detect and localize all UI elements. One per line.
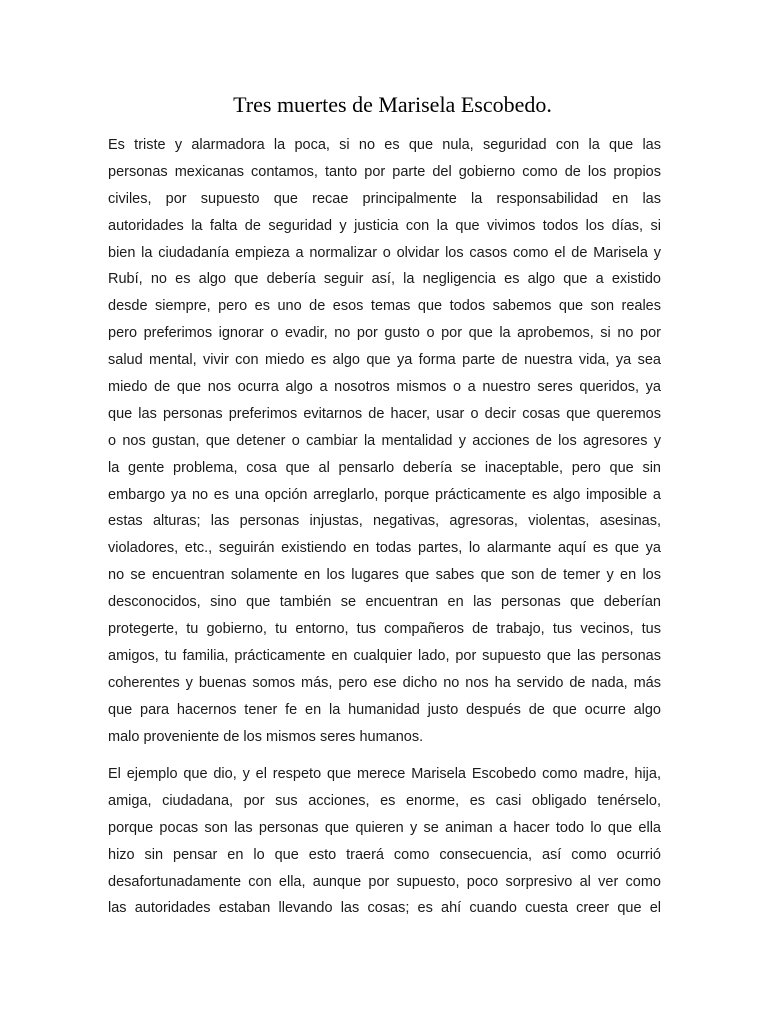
paragraph-line: miedo de que nos ocurra algo a nosotros mismos o a nuestro seres queridos, ya — [108, 379, 661, 396]
paragraph-line: El ejemplo que dio, y el respeto que merece Marisela Escobedo como madre, hija, — [108, 766, 661, 782]
paragraph-line: protegerte, tu gobierno, tu entorno, tus compañeros de trabajo, tus vecinos, tus — [108, 621, 661, 638]
paragraph-line: bien la ciudadanía empieza a normalizar o olvidar los casos como el de Marisela y — [108, 244, 661, 261]
paragraph-line: las autoridades estaban llevando las cosas; es ahí cuando cuesta creer que el — [108, 900, 661, 917]
paragraph-line: porque pocas son las personas que quieren y se animan a hacer todo lo que ella — [108, 819, 661, 836]
paragraph-line: la gente problema, cosa que al pensarlo debería se inaceptable, pero que sin — [108, 459, 661, 476]
paragraph-line: salud mental, vivir con miedo es algo que ya forma parte de nuestra vida, ya sea — [108, 352, 661, 369]
paragraph-line: coherentes y buenas somos más, pero ese dicho no nos ha servido de nada, más — [108, 674, 661, 691]
paragraph-line: desconocidos, sino que también se encuentran en las personas que deberían — [108, 594, 661, 611]
paragraph-line: Rubí, no es algo que debería seguir así, la negligencia es algo que a existido — [108, 271, 661, 288]
paragraph-line: que para hacernos tener fe en la humanidad justo después de que ocurre algo — [108, 701, 661, 718]
paragraph-line: autoridades la falta de seguridad y justicia con la que vivimos todos los días, si — [108, 217, 661, 234]
paragraph-1 — [108, 132, 661, 750]
paragraph-line: violadores, etc., seguirán existiendo en todas partes, lo alarmante aquí es que ya — [108, 540, 661, 557]
paragraph-line: embargo ya no es una opción arreglarlo, porque prácticamente es algo imposible a — [108, 486, 661, 503]
paragraph-line: Es triste y alarmadora la poca, si no es que nula, seguridad con la que las — [108, 137, 661, 153]
paragraph-line: desafortunadamente con ella, aunque por supuesto, poco sorpresivo al ver como — [108, 873, 661, 890]
paragraph-line: amigos, tu familia, prácticamente en cualquier lado, por supuesto que las personas — [108, 647, 661, 664]
paragraph-line: pero preferimos ignorar o evadir, no por gusto o por que la aprobemos, si no por — [108, 325, 661, 342]
paragraph-line: amiga, ciudadana, por sus acciones, es enorme, es casi obligado tenérselo, — [108, 792, 661, 809]
paragraph-line: no se encuentran solamente en los lugares que sabes que son de temer y en los — [108, 567, 661, 584]
paragraph-line: personas mexicanas contamos, tanto por parte del gobierno como de los propios — [108, 163, 661, 180]
paragraph-line: civiles, por supuesto que recae principalmente la responsabilidad en las — [108, 190, 661, 207]
paragraph-line: que las personas preferimos evitarnos de hacer, usar o decir cosas que queremos — [108, 405, 661, 422]
document-title: Tres muertes de Marisela Escobedo. — [233, 92, 552, 117]
paragraph-line: estas alturas; las personas injustas, negativas, agresoras, violentas, asesinas, — [108, 513, 661, 530]
paragraph-line: malo proveniente de los mismos seres humanos. — [108, 728, 424, 745]
paragraph-line: hizo sin pensar en lo que esto traerá como consecuencia, así como ocurrió — [108, 846, 661, 863]
paragraph-line: desde siempre, pero es uno de esos temas que todos sabemos que son reales — [108, 298, 661, 315]
paragraph-2 — [108, 761, 661, 922]
paragraph-line: o nos gustan, que detener o cambiar la mentalidad y acciones de los agresores y — [108, 432, 661, 449]
